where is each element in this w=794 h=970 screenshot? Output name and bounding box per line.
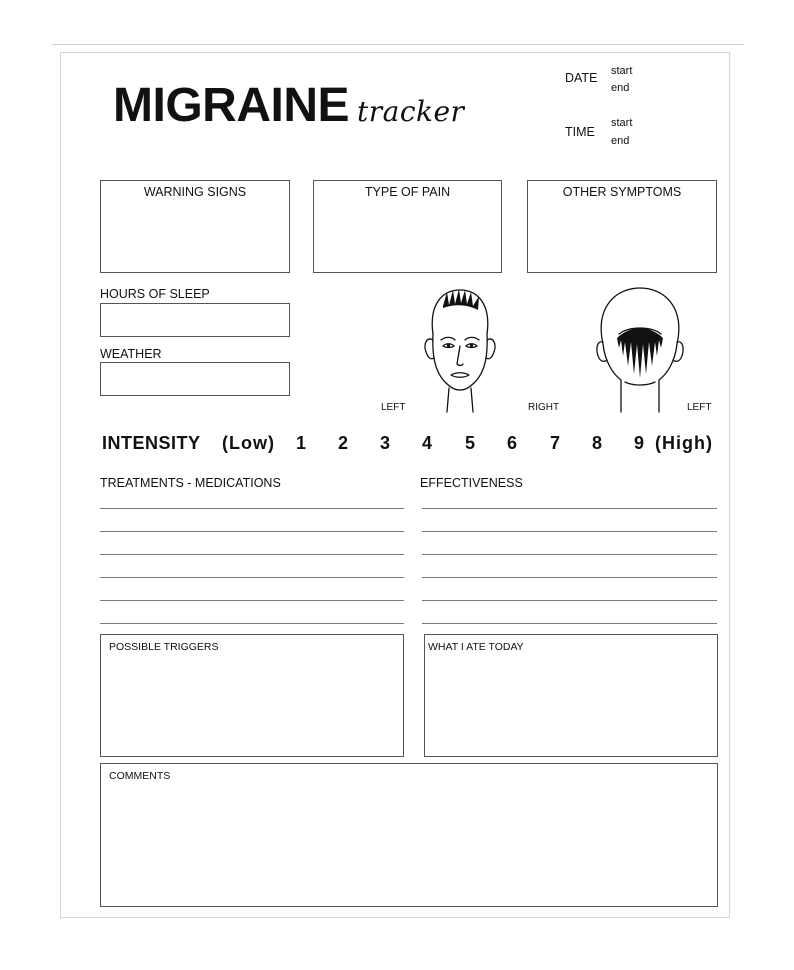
treatment-line[interactable] <box>100 531 404 532</box>
time-end-label[interactable]: end <box>611 135 630 147</box>
time-label: TIME <box>565 125 595 139</box>
effectiveness-line[interactable] <box>422 577 717 578</box>
intensity-level-9[interactable]: 9 <box>634 433 646 453</box>
type-of-pain-box[interactable] <box>313 180 502 273</box>
front-left-label: LEFT <box>381 402 406 413</box>
intensity-level-5[interactable]: 5 <box>465 433 477 453</box>
date-label: DATE <box>565 71 598 85</box>
effectiveness-line[interactable] <box>422 600 717 601</box>
intensity-high-label: (High) <box>655 433 713 453</box>
comments-box[interactable] <box>100 763 718 907</box>
effectiveness-label: EFFECTIVENESS <box>420 476 523 490</box>
treatment-line[interactable] <box>100 508 404 509</box>
treatment-line[interactable] <box>100 623 404 624</box>
intensity-label: INTENSITY <box>102 433 201 453</box>
effectiveness-line[interactable] <box>422 531 717 532</box>
possible-triggers-label: POSSIBLE TRIGGERS <box>109 641 219 653</box>
treatment-line[interactable] <box>100 577 404 578</box>
what-i-ate-label: WHAT I ATE TODAY <box>428 641 524 653</box>
date-end-label[interactable]: end <box>611 82 630 94</box>
title-script: tracker <box>357 95 465 128</box>
warning-signs-box[interactable] <box>100 180 290 273</box>
intensity-level-4[interactable]: 4 <box>422 433 434 453</box>
right-label: RIGHT <box>528 402 560 413</box>
intensity-level-7[interactable]: 7 <box>550 433 562 453</box>
back-left-label: LEFT <box>687 402 712 413</box>
sleep-label: HOURS OF SLEEP <box>100 287 210 301</box>
effectiveness-line[interactable] <box>422 554 717 555</box>
sleep-field[interactable] <box>100 303 290 337</box>
effectiveness-line[interactable] <box>422 623 717 624</box>
time-start-label[interactable]: start <box>611 117 633 129</box>
title-main: MIGRAINE <box>113 79 349 132</box>
date-start-label[interactable]: start <box>611 65 633 77</box>
weather-label: WEATHER <box>100 347 162 361</box>
intensity-low-label: (Low) <box>222 433 275 453</box>
intensity-level-3[interactable]: 3 <box>380 433 392 453</box>
top-rule <box>52 44 744 45</box>
effectiveness-line[interactable] <box>422 508 717 509</box>
treatments-label: TREATMENTS - MEDICATIONS <box>100 476 281 490</box>
comments-label: COMMENTS <box>109 770 171 782</box>
weather-field[interactable] <box>100 362 290 396</box>
type-of-pain-label: TYPE OF PAIN <box>364 185 451 199</box>
intensity-level-1[interactable]: 1 <box>296 433 308 453</box>
treatment-line[interactable] <box>100 554 404 555</box>
intensity-level-6[interactable]: 6 <box>507 433 519 453</box>
treatment-line[interactable] <box>100 600 404 601</box>
intensity-level-8[interactable]: 8 <box>592 433 604 453</box>
possible-triggers-box[interactable] <box>100 634 404 757</box>
head-back-icon[interactable] <box>585 282 695 416</box>
what-i-ate-box[interactable] <box>424 634 718 757</box>
intensity-level-2[interactable]: 2 <box>338 433 350 453</box>
head-front-icon[interactable] <box>405 284 515 416</box>
other-symptoms-box[interactable] <box>527 180 717 273</box>
other-symptoms-label: OTHER SYMPTOMS <box>562 185 682 199</box>
warning-signs-label: WARNING SIGNS <box>143 185 247 199</box>
